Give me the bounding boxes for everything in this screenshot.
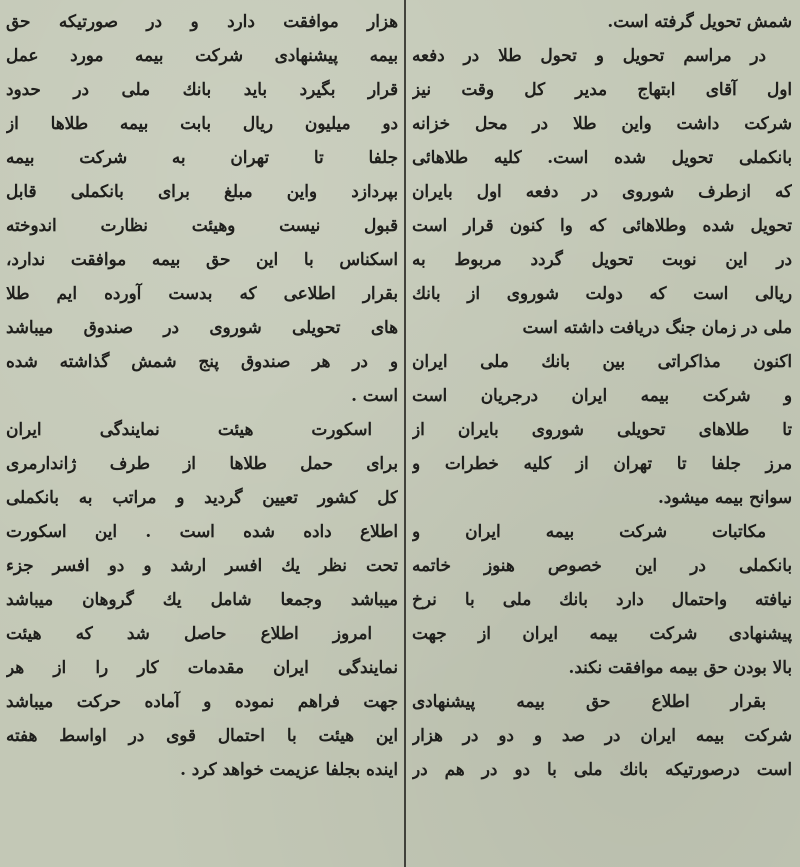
text-line: بالا بودن حق بيمه موافقت نكند. [568, 657, 792, 677]
text-line: دو ميليون ريال بابت بيمه طلاها از [6, 113, 398, 133]
text-line: اطلاع داده شده است . اين اسكورت [6, 521, 398, 541]
text-line: مرز جلفا تا تهران از كليه خطرات و [412, 453, 792, 473]
text-line: اين هيئت با احتمال قوى در اواسط هفته [6, 725, 398, 745]
text-line: در اين نوبت تحويل گردد مربوط به [412, 249, 792, 269]
column-divider [404, 0, 406, 867]
left-column [6, 4, 398, 786]
text-line: ملى در زمان جنگ دريافت داشته است [522, 317, 792, 337]
text-line: ميباشد وجمعا شامل يك گروهان ميباشد [6, 589, 398, 609]
text-line: قرار بگيرد بايد بانك ملى در حدود [6, 79, 398, 99]
text-line: و در هر صندوق پنج شمش گذاشته شده [6, 351, 398, 371]
text-line: مكاتبات شركت بيمه ايران و [412, 521, 766, 541]
text-line: اسكناس با اين حق بيمه موافقت ندارد، [6, 249, 398, 269]
text-line: قبول نيست وهيئت نظارت اندوخته [6, 215, 398, 235]
text-line: امروز اطلاع حاصل شد كه هيئت [6, 623, 372, 643]
text-line: شركت داشت واين طلا در محل خزانه [412, 113, 792, 133]
text-line: كه ازطرف شوروى در دفعه اول بايران [412, 181, 792, 201]
text-line: هاى تحويلى شوروى در صندوق ميباشد [6, 317, 398, 337]
text-line: بقرار اطلاعى كه بدست آورده ايم طلا [6, 283, 398, 303]
text-line: بانكملى تحويل شده است. كليه طلاهائى [412, 147, 792, 167]
text-line: و شركت بيمه ايران درجريان است [412, 385, 792, 405]
text-line: پيشنهادى شركت بيمه ايران از جهت [412, 623, 792, 643]
text-line: كل كشور تعيين گرديد و مراتب به بانكملى [6, 487, 398, 507]
text-line: اينده بجلفا عزيمت خواهد كرد . [180, 759, 398, 779]
text-line: بانكملى در اين خصوص هنوز خاتمه [412, 555, 792, 575]
text-line: بيمه پيشنهادى شركت بيمه مورد عمل [6, 45, 398, 65]
text-line: شمش تحويل گرفته است. [607, 11, 792, 31]
text-line: نيافته واحتمال دارد بانك ملى با نرخ [412, 589, 792, 609]
text-line: تا طلاهاى تحويلى شوروى بايران از [412, 419, 792, 439]
text-line: تحويل شده وطلاهائى كه وا كنون قرار است [412, 215, 792, 235]
text-line: سوانح بيمه ميشود. [657, 487, 792, 507]
text-line: است درصورتيكه بانك ملى با دو در هم در [412, 759, 792, 779]
right-column [412, 4, 792, 786]
text-line: است . [351, 385, 398, 405]
text-line: در مراسم تحويل و تحول طلا در دفعه [412, 45, 766, 65]
text-line: نمايندگى ايران مقدمات كار را از هر [6, 657, 398, 677]
text-line: ريالى است كه دولت شوروى از بانك [412, 283, 792, 303]
text-line: اسكورت هيئت نمايندگى ايران [6, 419, 372, 439]
text-line: بقرار اطلاع حق بيمه پيشنهادى [412, 691, 766, 711]
text-line: براى حمل طلاها از طرف ژاندارمرى [6, 453, 398, 473]
text-line: تحت نظر يك افسر ارشد و دو افسر جزء [6, 555, 398, 575]
text-line: بپردازد واين مبلغ براى بانكملى قابل [6, 181, 398, 201]
text-line: اول آقاى ابتهاج مدير كل وقت نيز [412, 79, 792, 99]
text-line: اكنون مذاكراتى بين بانك ملى ايران [412, 351, 792, 371]
text-line: جهت فراهم نموده و آماده حركت ميباشد [6, 691, 398, 711]
text-line: جلفا تا تهران به شركت بيمه [6, 147, 398, 167]
text-line: شركت بيمه ايران در صد و دو در هزار [412, 725, 792, 745]
text-line: هزار موافقت دارد و در صورتيكه حق [6, 11, 398, 31]
